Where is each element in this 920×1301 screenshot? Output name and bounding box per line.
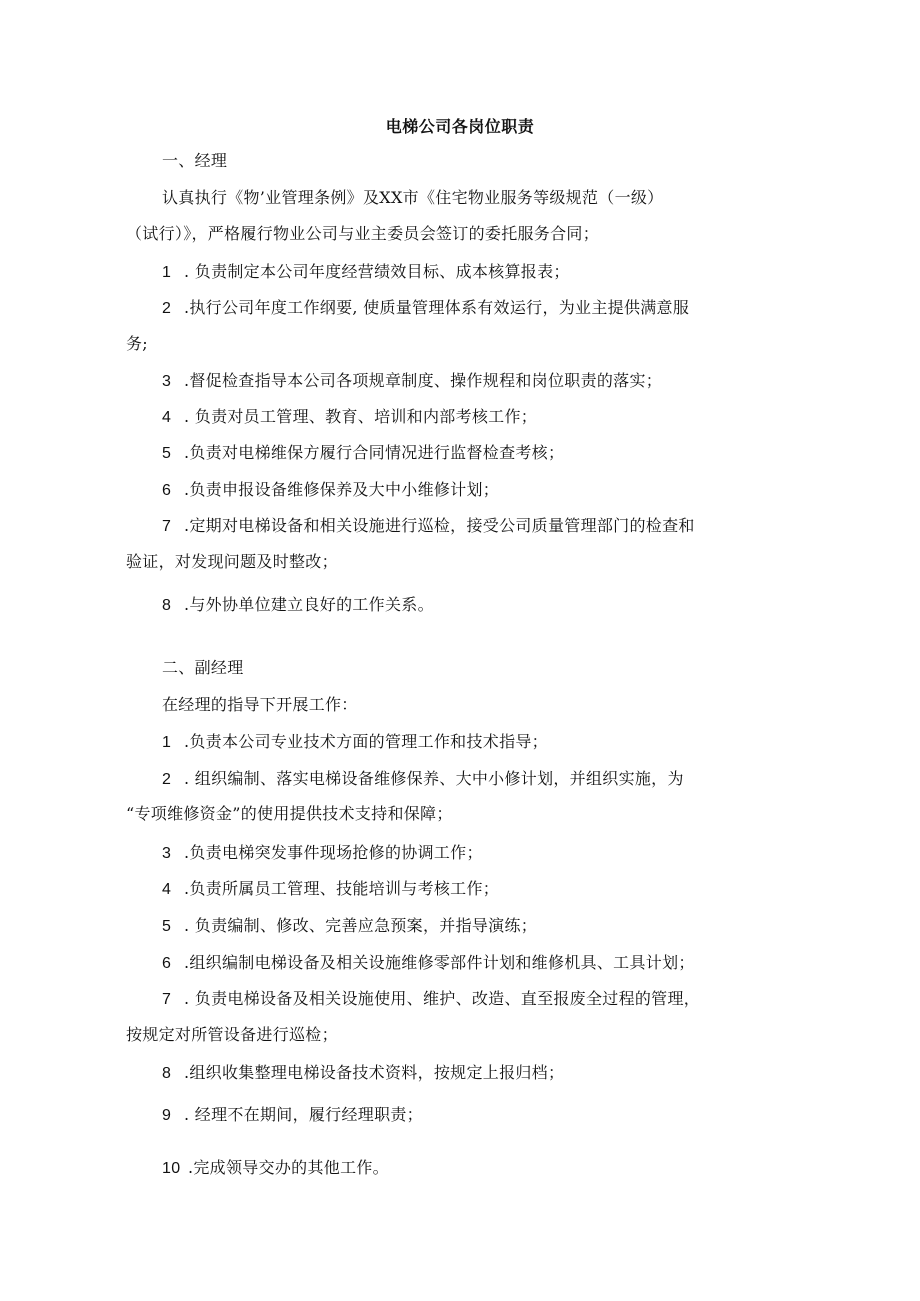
item-text: .定期对电梯设备和相关设施进行巡检，接受公司质量管理部门的检查和	[184, 516, 695, 535]
section-heading-manager: 一、经理	[162, 151, 228, 170]
item-number: 10	[162, 1160, 181, 1177]
item-number: 6	[162, 955, 172, 972]
item-text: . 负责对员工管理、教育、培训和内部考核工作；	[184, 407, 538, 426]
item-number: 8	[162, 1065, 172, 1082]
list-item-continuation: 按规定对所管设备进行巡检；	[126, 1025, 338, 1044]
item-text: .组织编制电梯设备及相关设施维修零部件计划和维修机具、工具计划；	[184, 953, 695, 972]
item-text: . 负责电梯设备及相关设施使用、维护、改造、直至报废全过程的管理，	[184, 989, 701, 1008]
item-number: 2	[162, 771, 172, 788]
item-number: 5	[162, 445, 172, 462]
item-number: 8	[162, 597, 172, 614]
item-text: . 组织编制、落实电梯设备维修保养、大中小修计划，并组织实施，为	[184, 769, 684, 788]
section2-intro: 在经理的指导下开展工作：	[162, 695, 358, 714]
item-number: 4	[162, 409, 172, 426]
list-item	[162, 370, 662, 393]
item-number: 9	[162, 1107, 172, 1124]
list-item	[162, 915, 537, 938]
item-number: 3	[162, 373, 172, 390]
item-text: .督促检查指导本公司各项规章制度、操作规程和岗位职责的落实；	[184, 371, 663, 390]
item-number: 1	[162, 734, 172, 751]
item-text: .负责所属员工管理、技能培训与考核工作；	[184, 879, 500, 898]
list-item	[162, 1104, 423, 1127]
item-number: 3	[162, 845, 172, 862]
item-number: 7	[162, 518, 172, 535]
item-text: .负责本公司专业技术方面的管理工作和技术指导；	[184, 732, 548, 751]
list-item	[162, 988, 700, 1011]
list-item	[162, 406, 537, 429]
list-item	[162, 297, 689, 320]
item-text: . 负责编制、修改、完善应急预案，并指导演练；	[184, 916, 538, 935]
list-item	[162, 1062, 564, 1085]
item-text: .负责对电梯维保方履行合同情况进行监督检查考核；	[184, 443, 565, 462]
item-text: . 经理不在期间，履行经理职责；	[184, 1105, 423, 1124]
item-text: .负责电梯突发事件现场抢修的协调工作；	[184, 843, 483, 862]
section1-intro-line2: （试行）》，严格履行物业公司与业主委员会签订的委托服务合同；	[126, 224, 600, 243]
list-item	[162, 768, 684, 791]
item-text: .组织收集整理电梯设备技术资料，按规定上报归档；	[184, 1063, 565, 1082]
list-item	[162, 878, 499, 901]
item-text: .负责申报设备维修保养及大中小维修计划；	[184, 480, 500, 499]
list-item	[162, 731, 548, 754]
list-item-continuation: 验证，对发现问题及时整改；	[126, 552, 338, 571]
list-item	[162, 1157, 389, 1180]
item-text: .执行公司年度工作纲要, 使质量管理体系有效运行，为业主提供满意服	[184, 298, 690, 317]
item-text: .完成领导交办的其他工作。	[188, 1158, 389, 1177]
section-heading-deputy-manager: 二、副经理	[162, 658, 244, 677]
list-item	[162, 515, 695, 538]
list-item	[162, 594, 434, 617]
list-item	[162, 479, 499, 502]
item-number: 7	[162, 991, 172, 1008]
document-title: 电梯公司各岗位职责	[385, 117, 535, 136]
section1-intro-line1: 认真执行《物’业管理条例》及XX市《住宅物业服务等级规范（一级）	[162, 188, 664, 207]
item-number: 2	[162, 300, 172, 317]
list-item	[162, 261, 570, 284]
item-number: 4	[162, 881, 172, 898]
list-item	[162, 842, 483, 865]
list-item	[162, 442, 564, 465]
item-text: .与外协单位建立良好的工作关系。	[184, 595, 434, 614]
item-number: 6	[162, 482, 172, 499]
item-text: . 负责制定本公司年度经营绩效目标、成本核算报表；	[184, 262, 570, 281]
list-item	[162, 952, 695, 975]
list-item-continuation: “专项维修资金”的使用提供技术支持和保障；	[126, 804, 453, 823]
item-number: 1	[162, 264, 172, 281]
item-number: 5	[162, 918, 172, 935]
list-item-continuation: 务;	[126, 334, 148, 353]
